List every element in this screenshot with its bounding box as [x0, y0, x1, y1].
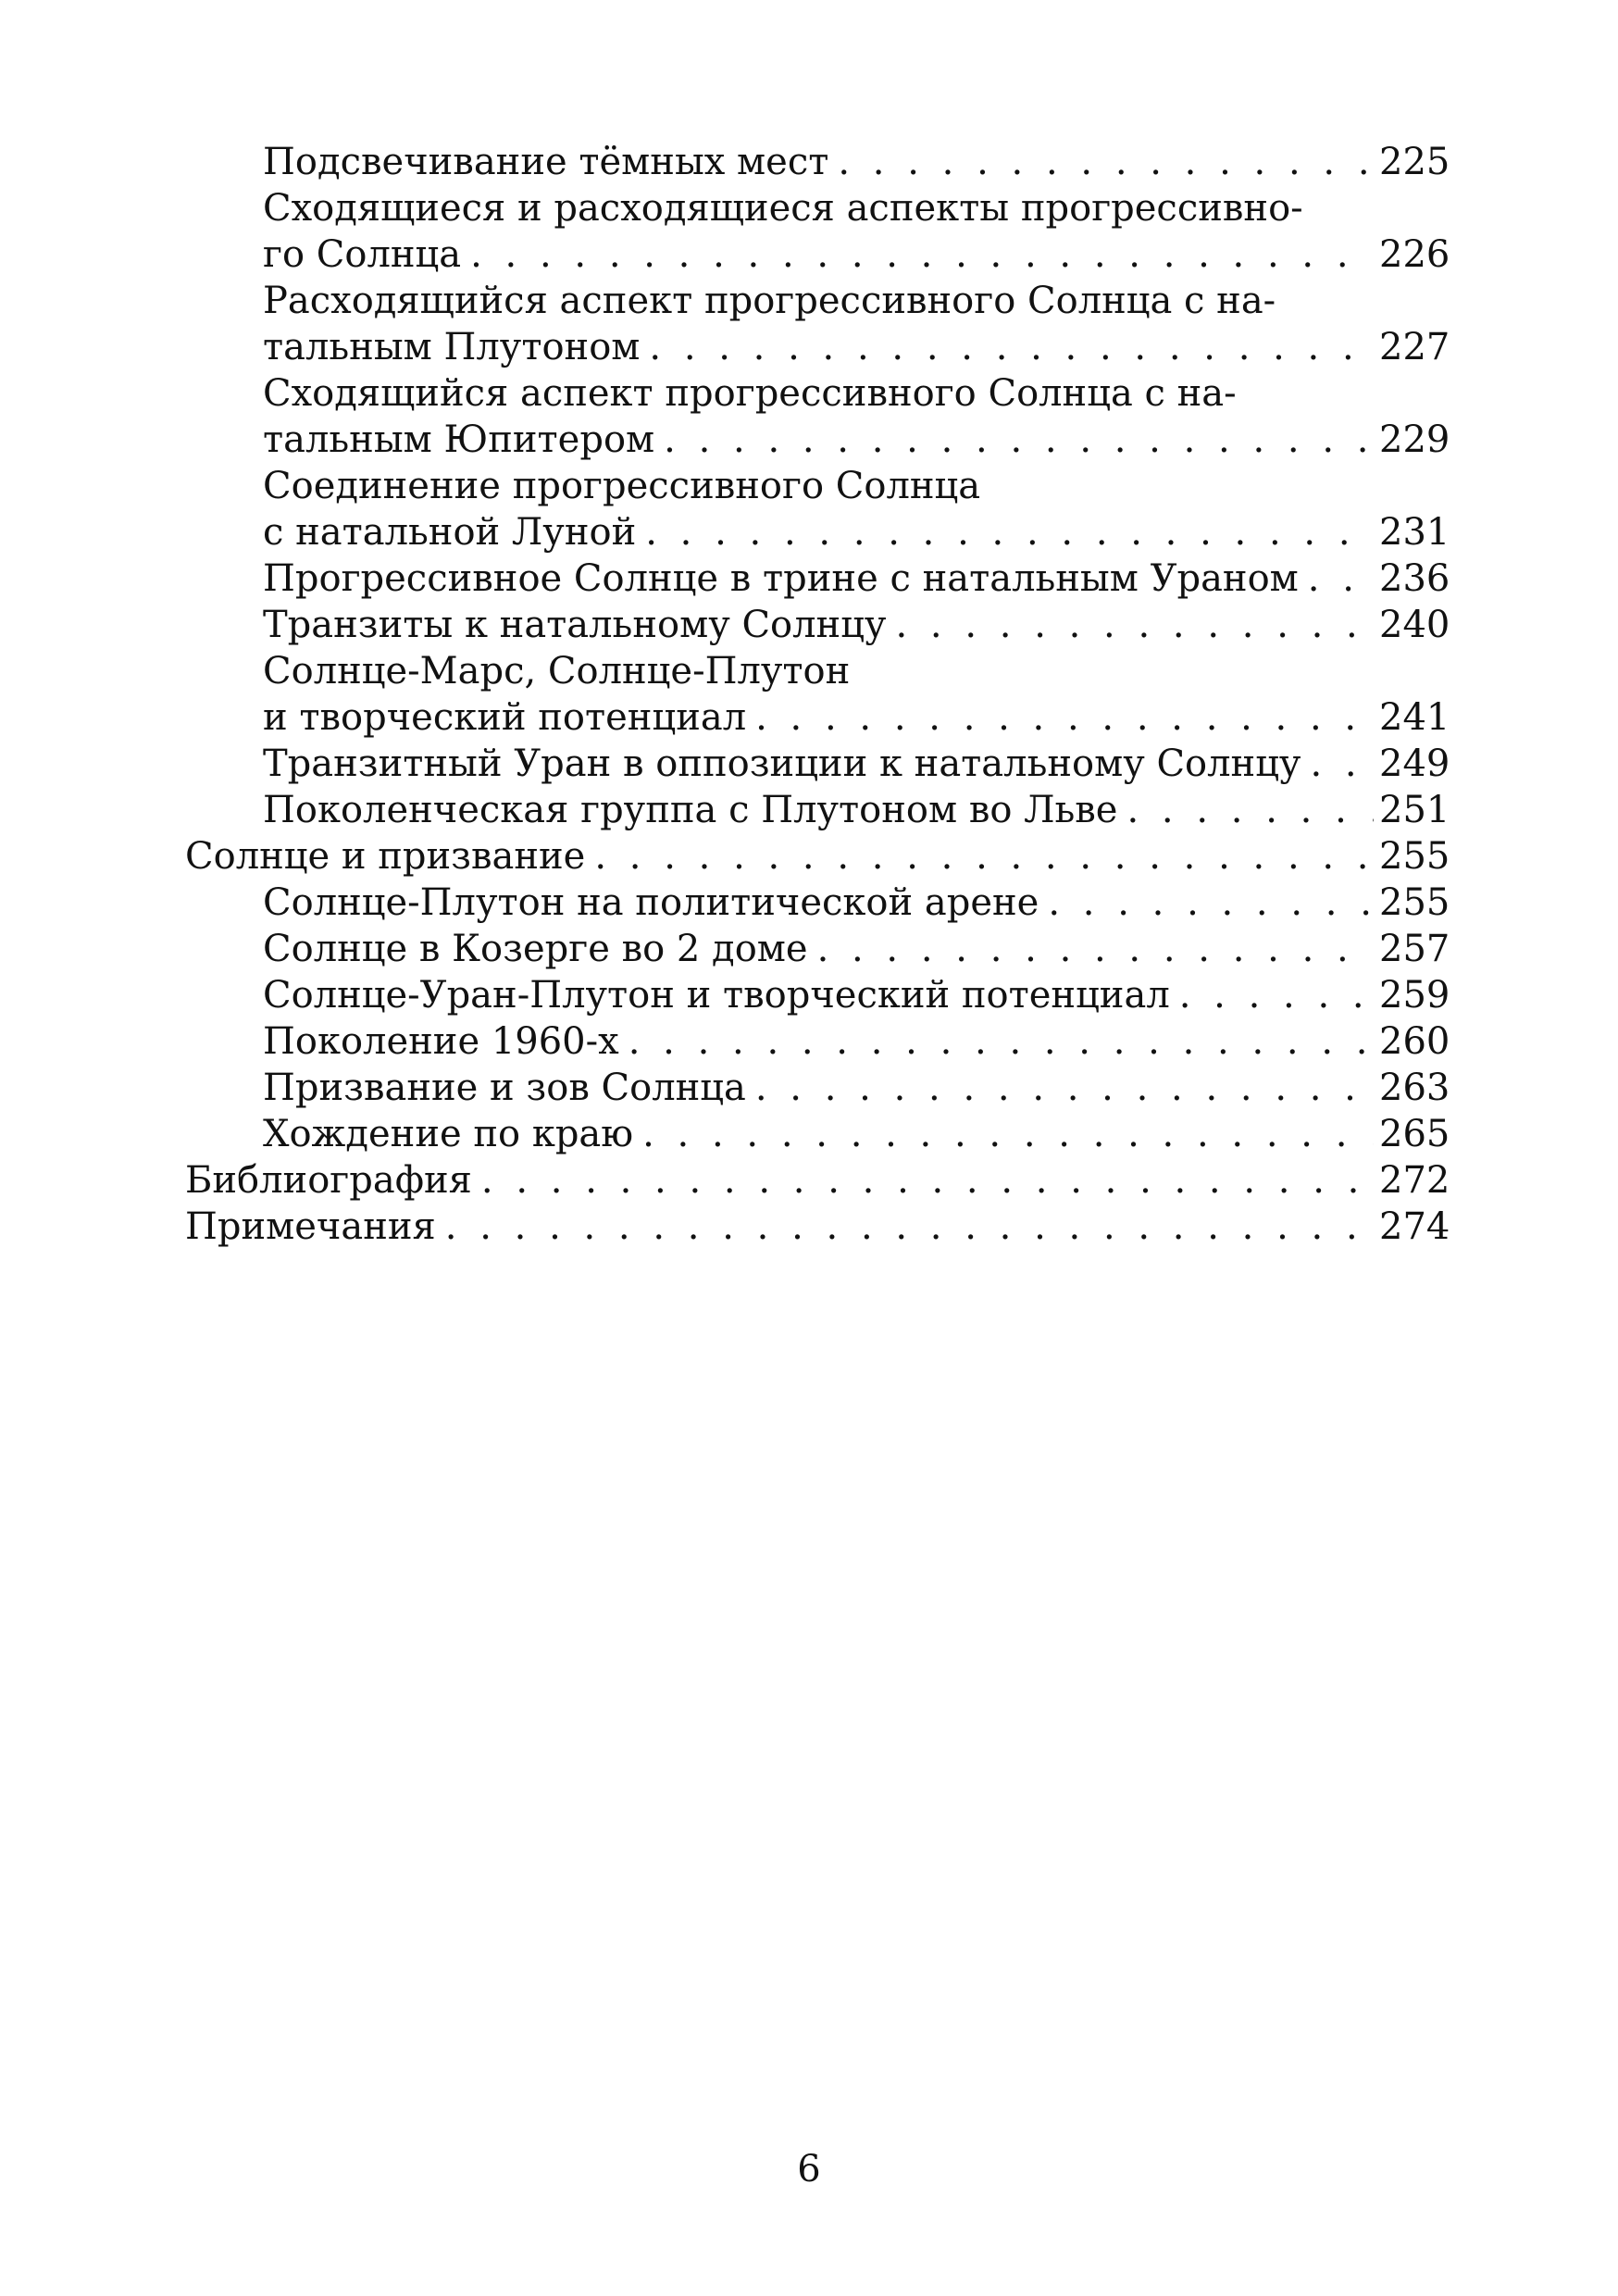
- toc-entry[interactable]: [263, 787, 1450, 833]
- toc-entry[interactable]: [263, 926, 1450, 972]
- toc-entry[interactable]: [263, 972, 1450, 1018]
- toc-entry-title-line: Соединение прогрессивного Солнца: [263, 465, 981, 507]
- toc-page-number: 255: [1379, 835, 1450, 878]
- dot-leader: [664, 417, 1374, 463]
- toc-entry-title-line: Солнце в Козерге во 2 доме: [263, 928, 808, 970]
- dot-leader: [470, 231, 1374, 278]
- toc-entry[interactable]: [263, 278, 1450, 370]
- toc-entry[interactable]: [263, 1065, 1450, 1111]
- dot-leader: [838, 139, 1374, 185]
- page-number: 6: [797, 2148, 821, 2190]
- toc-entry[interactable]: [263, 370, 1450, 463]
- toc-entry-title-line: Поколенческая группа с Плутоном во Льве: [263, 789, 1118, 831]
- table-of-contents: [185, 139, 1450, 1250]
- toc-entry-title-line: тальным Плутоном: [263, 326, 641, 368]
- toc-entry-title-line: Поколение 1960-х: [263, 1020, 619, 1063]
- dot-leader: [481, 1157, 1374, 1204]
- dot-leader: [642, 1111, 1374, 1157]
- toc-page-number: 257: [1379, 928, 1450, 970]
- dot-leader: [1308, 555, 1374, 602]
- toc-entry[interactable]: [263, 185, 1450, 278]
- dot-leader: [645, 509, 1374, 555]
- toc-entry[interactable]: [263, 555, 1450, 602]
- toc-entry-title-line: с натальной Луной: [263, 511, 637, 554]
- toc-entry-title-line: Прогрессивное Солнце в трине с натальным Ураном: [263, 557, 1299, 600]
- dot-leader: [895, 602, 1374, 648]
- dot-leader: [1126, 787, 1374, 833]
- dot-leader: [1179, 972, 1374, 1018]
- toc-entry[interactable]: [263, 880, 1450, 926]
- toc-entry-title-line: тальным Юпитером: [263, 418, 655, 461]
- dot-leader: [755, 1065, 1374, 1111]
- toc-page-number: 249: [1379, 742, 1450, 785]
- dot-leader: [1048, 880, 1374, 926]
- toc-entry-title-line: Призвание и зов Солнца: [263, 1067, 746, 1109]
- toc-page-number: 226: [1379, 233, 1450, 276]
- toc-entry-title-line: и творческий потенциал: [263, 696, 747, 739]
- toc-entry[interactable]: [263, 1111, 1450, 1157]
- toc-entry[interactable]: [263, 602, 1450, 648]
- toc-entry-title-line: Примечания: [185, 1205, 436, 1248]
- toc-page-number: 259: [1379, 974, 1450, 1017]
- dot-leader: [445, 1204, 1374, 1250]
- toc-entry-title-line: Сходящиеся и расходящиеся аспекты прогрессивно-: [263, 187, 1303, 230]
- toc-page-number: 251: [1379, 789, 1450, 831]
- toc-entry-title-line: го Солнца: [263, 233, 462, 276]
- toc-page-number: 260: [1379, 1020, 1450, 1063]
- toc-entry-title-line: Библиография: [185, 1159, 472, 1202]
- dot-leader: [755, 694, 1374, 741]
- toc-page-number: 227: [1379, 326, 1450, 368]
- toc-entry-title-line: Сходящийся аспект прогрессивного Солнца с на-: [263, 372, 1237, 415]
- toc-page-number: 274: [1379, 1205, 1450, 1248]
- toc-page-number: 236: [1379, 557, 1450, 600]
- toc-entry-title-line: Транзиты к натальному Солнцу: [263, 604, 887, 646]
- toc-entry[interactable]: [263, 741, 1450, 787]
- toc-entry-title-line: Хождение по краю: [263, 1113, 634, 1155]
- toc-entry-title-line: Солнце-Уран-Плутон и творческий потенциал: [263, 974, 1170, 1017]
- toc-entry-title-line: Подсвечивание тёмных мест: [263, 141, 829, 183]
- toc-page-number: 240: [1379, 604, 1450, 646]
- toc-entry-title-line: Солнце-Марс, Солнце-Плутон: [263, 650, 851, 693]
- dot-leader: [649, 324, 1374, 370]
- toc-page-number: 229: [1379, 418, 1450, 461]
- dot-leader: [817, 926, 1374, 972]
- toc-page-number: 241: [1379, 696, 1450, 739]
- dot-leader: [1310, 741, 1374, 787]
- toc-entry[interactable]: [263, 463, 1450, 555]
- toc-entry[interactable]: [263, 648, 1450, 741]
- toc-entry[interactable]: [263, 139, 1450, 185]
- toc-entry[interactable]: [185, 1157, 1450, 1204]
- toc-page-number: 255: [1379, 881, 1450, 924]
- dot-leader: [629, 1018, 1374, 1065]
- toc-entry-title-line: Транзитный Уран в оппозиции к натальному Солнцу: [263, 742, 1301, 785]
- toc-entry[interactable]: [185, 833, 1450, 880]
- toc-entry-title-line: Солнце-Плутон на политической арене: [263, 881, 1039, 924]
- toc-entry[interactable]: [263, 1018, 1450, 1065]
- toc-entry-title-line: Солнце и призвание: [185, 835, 586, 878]
- toc-page-number: 263: [1379, 1067, 1450, 1109]
- toc-page-number: 272: [1379, 1159, 1450, 1202]
- toc-page-number: 225: [1379, 141, 1450, 183]
- dot-leader: [594, 833, 1374, 880]
- toc-entry[interactable]: [185, 1204, 1450, 1250]
- toc-page-number: 231: [1379, 511, 1450, 554]
- toc-page-number: 265: [1379, 1113, 1450, 1155]
- toc-entry-title-line: Расходящийся аспект прогрессивного Солнца с на-: [263, 280, 1276, 322]
